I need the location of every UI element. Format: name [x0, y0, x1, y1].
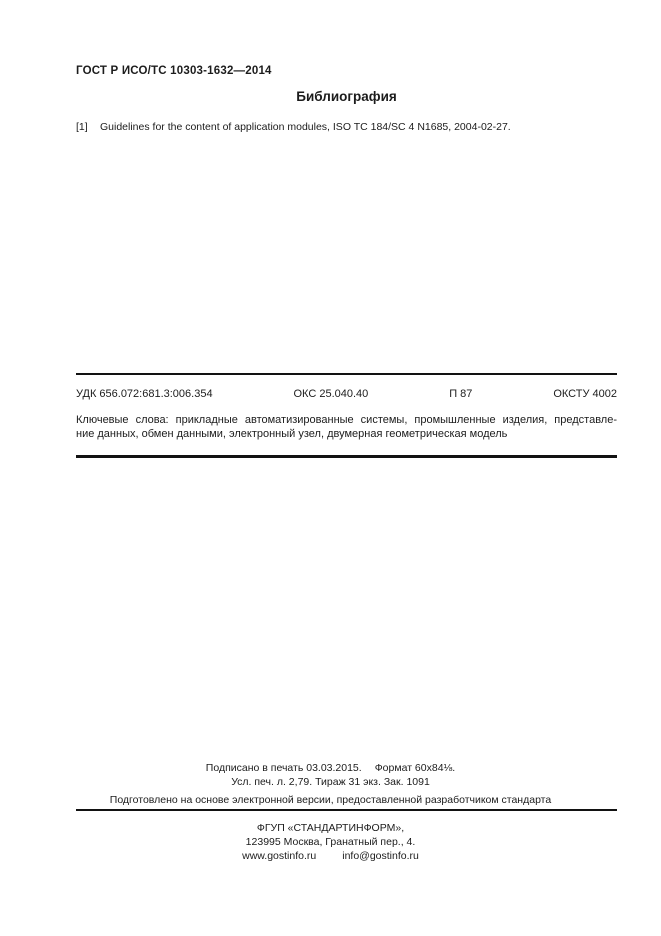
publisher-website: www.gostinfo.ru [242, 850, 317, 862]
reference-number: [1] [76, 121, 88, 133]
keywords-block [76, 413, 617, 441]
divider-below-keywords [76, 455, 617, 458]
divider-above-publisher [76, 809, 617, 811]
paper-format: Формат 60х84⅛. [374, 762, 456, 774]
reference-text: Guidelines for the content of application modules, ISO TC 184/SC 4 N1685, 2004-02-27. [100, 121, 511, 133]
imprint-line-1 [0, 761, 661, 775]
oks-code: ОКС 25.040.40 [293, 388, 369, 400]
prepared-note: Подготовлено на основе электронной версии, предоставленной разработчиком стандарта [109, 794, 552, 806]
classification-index: П 87 [449, 388, 473, 400]
keywords-line-2: ние данных, обмен данными, электронный узел, двумерная геометрическая модель [76, 428, 508, 440]
publisher-contacts [0, 849, 661, 863]
divider-above-classification [76, 373, 617, 375]
okstu-code: ОКСТУ 4002 [553, 388, 617, 400]
publisher-name: ФГУП «СТАНДАРТИНФОРМ», [256, 822, 405, 834]
bibliography-reference [76, 121, 617, 134]
publisher-email: info@gostinfo.ru [342, 850, 419, 862]
signed-to-print: Подписано в печать 03.03.2015. [205, 762, 362, 774]
document-code: ГОСТ Р ИСО/ТС 10303-1632—2014 [76, 65, 272, 77]
udk-code: УДК 656.072:681.3:006.354 [76, 388, 213, 400]
imprint-block [0, 761, 661, 789]
print-details: Усл. печ. л. 2,79. Тираж 31 экз. Зак. 1091 [231, 776, 430, 788]
publisher-address: 123995 Москва, Гранатный пер., 4. [245, 836, 416, 848]
keywords-line-1: Ключевые слова: прикладные автоматизированные системы, промышленные изделия, представле- [76, 414, 617, 426]
classification-row [76, 388, 617, 400]
section-title: Библиография [296, 89, 397, 104]
publisher-block [0, 821, 661, 863]
